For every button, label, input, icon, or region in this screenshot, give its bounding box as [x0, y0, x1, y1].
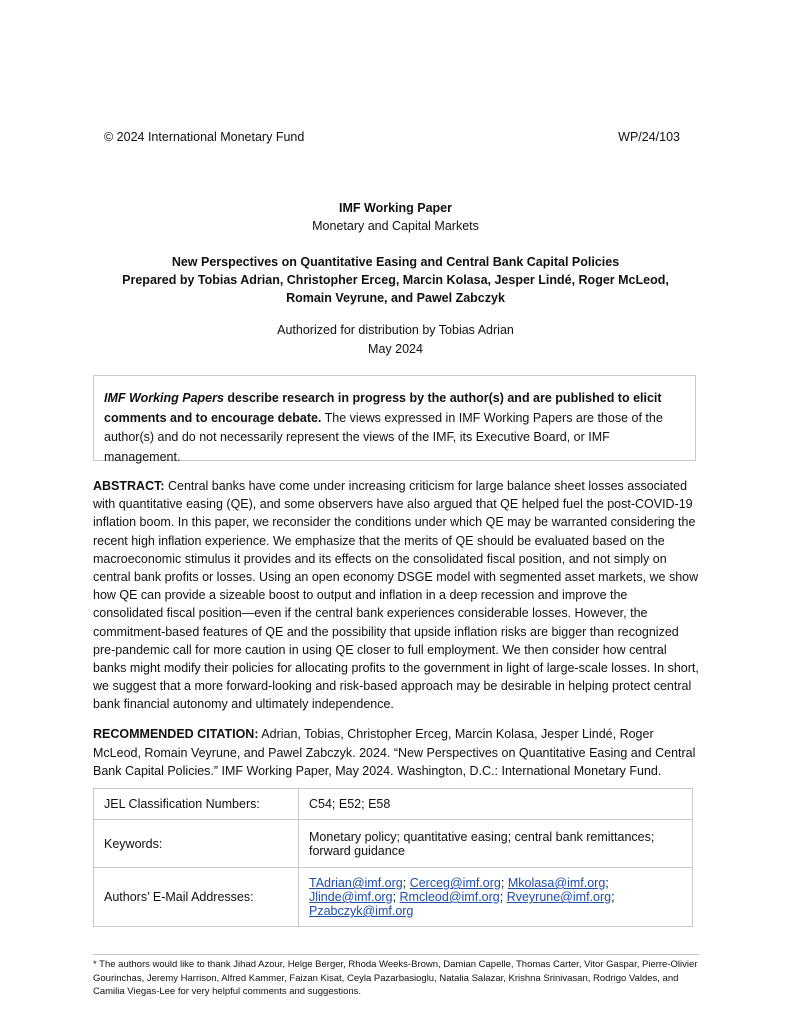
disclaimer-bold: describe research in progress by the author(s) and are published to elicit comments and to encourage debate. [104, 391, 662, 425]
jel-label: JEL Classification Numbers: [94, 789, 299, 820]
paper-title: New Perspectives on Quantitative Easing and Central Bank Capital Policies [171, 255, 620, 269]
emails-value [299, 868, 693, 927]
email-link[interactable]: Rmcleod@imf.org [399, 890, 500, 904]
citation-text: Adrian, Tobias, Christopher Erceg, Marcin Kolasa, Jesper Lindé, Roger McLeod, Romain Veyrune, and Pawel Zabczyk. 2024. “New Perspectives on Quantitative Easing and Central Bank Capital Policies.” IMF Working Paper, May 2024. Washington, D.C.: International Monetary Fund. [93, 727, 696, 778]
publication-date: May 2024 [368, 341, 423, 356]
email-separator: ; [500, 876, 508, 890]
abstract [93, 477, 699, 714]
authorization-block [0, 321, 791, 358]
jel-value: C54; E52; E58 [299, 789, 693, 820]
footnote-divider [93, 954, 699, 955]
table-row [94, 789, 693, 820]
abstract-text: Central banks have come under increasing criticism for large balance sheet losses associated with quantitative easing (QE), and some observers have also argued that QE helped fuel the post-COVID-19 inflation boom. In this paper, we reconsider the conditions under which QE may be warranted considering the recent high inflation experience. We emphasize that the merits of QE should be evaluated based on the macroeconomic stimulus it provides and its effects on the consolidated fiscal position, and not simply on central bank profits or losses. Using an open economy DSGE model with segmented asset markets, we show how QE can provide a sizeable boost to output and inflation in a deep recession and improve the consolidated fiscal position—even if the central bank experiences considerable losses. However, the commitment-based features of QE and the possibility that upside inflation risks are bigger than recognized pre-pandemic call for more caution in using QE closer to full employment. We then consider how central banks might modify their policies for allocating profits to the government in light of large-scale losses. In short, we suggest that a more forward-looking and risk-based approach may be desirable in helping protect central bank financial autonomy and ultimately independence. [93, 479, 699, 712]
email-link[interactable]: Mkolasa@imf.org [507, 876, 606, 890]
email-separator: ; [605, 876, 609, 890]
department-name: Monetary and Capital Markets [312, 219, 479, 233]
paper-title-block [0, 253, 791, 308]
email-link[interactable]: Rveyrune@imf.org [506, 890, 612, 904]
keywords-value [299, 820, 693, 868]
recommended-citation [93, 725, 699, 781]
series-title: IMF Working Paper [339, 201, 452, 215]
keywords-line: Monetary policy; quantitative easing; central bank remittances; [309, 829, 655, 844]
disclaimer-box [93, 375, 696, 464]
email-separator: ; [611, 890, 615, 904]
disclaimer-text: The views expressed in IMF Working Papers are those of the author(s) and do not necessarily represent the views of the IMF, its Executive Board, or IMF management. [104, 410, 663, 464]
authorized-by: Authorized for distribution by Tobias Adrian [277, 323, 514, 337]
disclaimer-series: IMF Working Papers [104, 391, 224, 405]
prepared-by-line2: Romain Veyrune, and Pawel Zabczyk [286, 291, 505, 306]
paper-number: WP/24/103 [618, 130, 680, 144]
email-link[interactable]: Jlinde@imf.org [309, 890, 393, 904]
citation-label: RECOMMENDED CITATION: [93, 727, 259, 741]
keywords-label: Keywords: [94, 820, 299, 868]
abstract-label: ABSTRACT: [93, 479, 165, 493]
email-link[interactable]: TAdrian@imf.org [309, 876, 403, 890]
keywords-line: forward guidance [309, 843, 405, 858]
email-link[interactable]: Pzabczyk@imf.org [309, 904, 414, 918]
email-separator: ; [402, 876, 410, 890]
table-row [94, 868, 693, 927]
emails-label: Authors’ E-Mail Addresses: [94, 868, 299, 927]
copyright-notice: © 2024 International Monetary Fund [104, 130, 305, 144]
footnote: * The authors would like to thank Jihad Azour, Helge Berger, Rhoda Weeks-Brown, Damian Capelle, Thomas Carter, Vitor Gaspar, Pierre-Olivier Gourinchas, Jeremy Harrison, Alfred Kammer, Faizan Kisat, Ceyla Pazarbasioglu, Natalia Salazar, Krishna Srinivasan, Rodrigo Valdes, and Camilia Viegas-Lee for very helpful comments and suggestions. [93, 959, 698, 997]
table-row [94, 820, 693, 868]
info-table [93, 788, 693, 927]
prepared-by-line1: Prepared by Tobias Adrian, Christopher Erceg, Marcin Kolasa, Jesper Lindé, Roger McLeod, [122, 273, 669, 288]
email-separator: ; [392, 890, 400, 904]
email-link[interactable]: Cerceg@imf.org [409, 876, 501, 890]
email-separator: ; [499, 890, 507, 904]
